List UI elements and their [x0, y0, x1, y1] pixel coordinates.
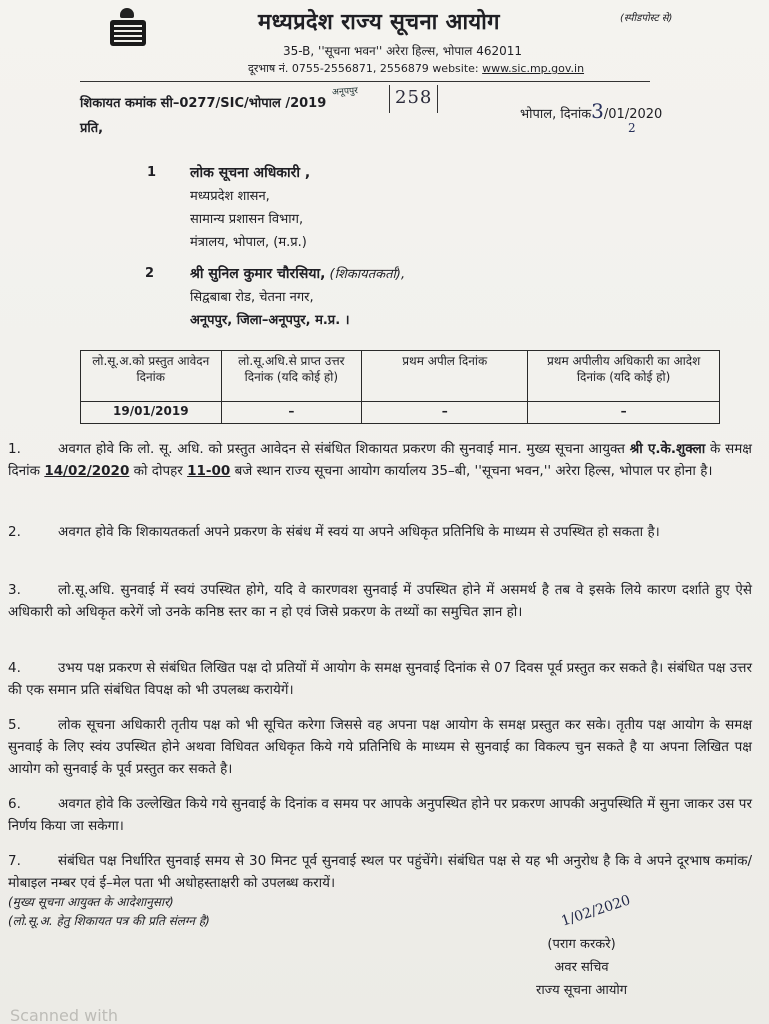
signatory-designation: अवर सचिव — [554, 960, 609, 975]
recipient-title: लोक सूचना अधिकारी , — [190, 165, 311, 181]
paragraph-4 — [8, 657, 752, 701]
recipient-title: श्री सुनिल कुमार चौरसिया, — [190, 266, 326, 282]
table-header-cell: लो.सू.अधि.से प्राप्त उत्तर दिनांक (यदि कोई हो) — [221, 351, 362, 402]
commission-emblem-icon — [108, 8, 148, 50]
website-label: website: — [432, 62, 479, 75]
handwritten-signature-date: 1/02/2020 — [559, 892, 633, 930]
salutation-to: प्रति, — [80, 121, 104, 136]
paragraph-text: अवगत होवे कि लो. सू. अधि. को प्रस्तुत आवेदन से संबंधित शिकायत प्रकरण की सुनवाई मान. मुख्य सूचना आयुक्त — [58, 441, 630, 457]
table-cell: – — [221, 402, 362, 424]
table-header-cell: प्रथम अपील दिनांक — [362, 351, 528, 402]
letterhead-title: मध्यप्रदेश राज्य सूचना आयोग — [258, 10, 500, 35]
commissioner-name: श्री ए.के.शुक्ला — [629, 441, 706, 457]
recipient-line: मध्यप्रदेश शासन, — [190, 189, 270, 204]
paragraph-1 — [8, 438, 752, 482]
recipient-number: 1 — [147, 165, 157, 180]
table-cell: – — [528, 402, 720, 424]
recipient-block — [190, 263, 405, 332]
date-suffix: /01/2020 — [603, 107, 663, 122]
table-header-row — [81, 351, 720, 402]
paragraph-5 — [8, 714, 752, 780]
paragraph-6 — [8, 793, 752, 837]
paragraph-number: 7. — [8, 853, 21, 869]
letterhead-contact — [248, 61, 584, 76]
footer-line: (लो.सू.अ. हेतु शिकायत पत्र की प्रति संलग्न है) — [8, 914, 210, 928]
letter-date — [520, 99, 663, 135]
paragraph-number: 3. — [8, 582, 21, 598]
table-header-cell: लो.सू.अ.को प्रस्तुत आवेदन दिनांक — [81, 351, 222, 402]
paragraph-text: उभय पक्ष प्रकरण से संबंधित लिखित पक्ष दो प्रतियों में आयोग के समक्ष सुनवाई दिनांक से 07 दिवस पूर्व प्रस्तुत कर सकते है। संबंधित पक्ष उत्तर की एक समान प्रति संबंधित विपक्ष को भी उपलब्ध करायेगें। — [8, 660, 752, 698]
paragraph-number: 2. — [8, 524, 21, 540]
footer-line: (मुख्य सूचना आयुक्त के आदेशानुसार) — [8, 895, 174, 909]
hearing-time: 11-00 — [187, 463, 231, 479]
recipient-role: (शिकायतकर्ता), — [329, 267, 406, 282]
paragraph-number: 5. — [8, 717, 21, 733]
paragraph-number: 1. — [8, 441, 21, 457]
paragraph-text: अवगत होवे कि शिकायतकर्ता अपने प्रकरण के संबंध में स्वयं या अपने अधिकृत प्रतिनिधि के माध्यम से उपस्थित हो सकता है। — [58, 524, 660, 540]
recipient-number: 2 — [145, 266, 155, 281]
paragraph-text: को दोपहर — [129, 463, 188, 479]
recipient-line: अनूपपुर, जिला–अनूपपुर, म.प्र. । — [190, 313, 350, 328]
recipient-block — [190, 162, 310, 254]
paragraph-7 — [8, 850, 752, 894]
table-cell: – — [362, 402, 528, 424]
paragraph-text: बजे स्थान राज्य सूचना आयोग कार्यालय 35–बी, ''सूचना भवन,'' अरेरा हिल्स, भोपाल पर होना है। — [230, 463, 713, 479]
paragraph-text: के समक्ष दिनांक — [8, 441, 752, 479]
phone-numbers: दूरभाष नं. 0755-2556871, 2556879 — [248, 62, 429, 75]
date-handwritten-sub: 2 — [628, 121, 636, 135]
complaint-number: शिकायत कमांक सी–0277/SIC/भोपाल /2019 — [80, 96, 327, 111]
date-prefix: भोपाल, दिनांक — [520, 107, 592, 122]
table-header-cell: प्रथम अपीलीय अधिकारी का आदेश दिनांक (यदि कोई हो) — [528, 351, 720, 402]
paragraph-text: लोक सूचना अधिकारी तृतीय पक्ष को भी सूचित करेगा जिससे वह अपना पक्ष आयोग के समक्ष प्रस्तुत कर सके। तृतीय पक्ष आयोग के समक्ष सुनवाई के लिए स्वंय उपस्थित होने अथवा विधिवत अधिकृत किये गये प्रतिनिधि के माध्यम से सुनवाई का विकल्प चुन सकते है या अपना लिखित पक्ष आयोग को सुनवाई के पूर्व प्रस्तुत कर सकते है। — [8, 717, 752, 777]
table-cell: 19/01/2019 — [81, 402, 222, 424]
paragraph-text: अवगत होवे कि उल्लेखित किये गये सुनवाई के दिनांक व समय पर आपके अनुपस्थित होने पर प्रकरण आपकी अनुपस्थिति में सुना जाकर उस पर निर्णय किया जा सकेगा। — [8, 796, 752, 834]
letterhead-address: 35-B, ''सूचना भवन'' अरेरा हिल्स, भोपाल 462011 — [283, 44, 523, 58]
application-dates-table — [80, 350, 720, 424]
signatory-name: (पराग करकरे) — [547, 937, 616, 952]
recipient-line: सिद्वबाबा रोड, चेतना नगर, — [190, 290, 314, 305]
paragraph-text: संबंधित पक्ष निर्धारित सुनवाई समय से 30 मिनट पूर्व सुनवाई स्थल पर पहुंचेंगे। संबंधित पक्ष से यह भी अनुरोध है कि वे अपने दूरभाष कमांक/मोबाइल नम्बर एवं ई–मेल पता भी अधोहस्ताक्षरी को उपलब्ध करायें। — [8, 853, 752, 891]
footer-notes — [8, 893, 210, 931]
paragraph-2 — [8, 521, 752, 543]
recipient-line: सामान्य प्रशासन विभाग, — [190, 212, 304, 227]
scanner-watermark: Scanned with — [10, 1006, 119, 1024]
table-row — [81, 402, 720, 424]
paragraph-number: 4. — [8, 660, 21, 676]
paragraph-3 — [8, 579, 752, 623]
website-link[interactable]: www.sic.mp.gov.in — [482, 62, 585, 75]
speed-post-note: (स्पीडपोस्ट से) — [620, 13, 673, 24]
header-divider — [80, 81, 650, 82]
recipient-line: मंत्रालय, भोपाल, (म.प्र.) — [190, 235, 307, 250]
handwritten-place: अनूपपुर — [331, 86, 359, 98]
signature-block — [536, 933, 627, 1002]
signatory-office: राज्य सूचना आयोग — [536, 983, 628, 998]
paragraph-text: लो.सू.अधि. सुनवाई में स्वयं उपस्थित होगे, यदि वे कारणवश सुनवाई में उपस्थित होने में असमर्थ है तब वे इसके लिये कारण दर्शाते हुए ऐसे अधिकारी को अधिकृत करेगें जो उनके कनिष्ठ स्तर का न हो एवं जिसे प्रकरण के तथ्यों का समुचित ज्ञान हो। — [8, 582, 752, 620]
handwritten-dispatch-number: 258 — [395, 87, 433, 108]
date-handwritten-day: 3 — [591, 99, 604, 123]
hearing-date: 14/02/2020 — [44, 463, 130, 479]
paragraph-number: 6. — [8, 796, 21, 812]
